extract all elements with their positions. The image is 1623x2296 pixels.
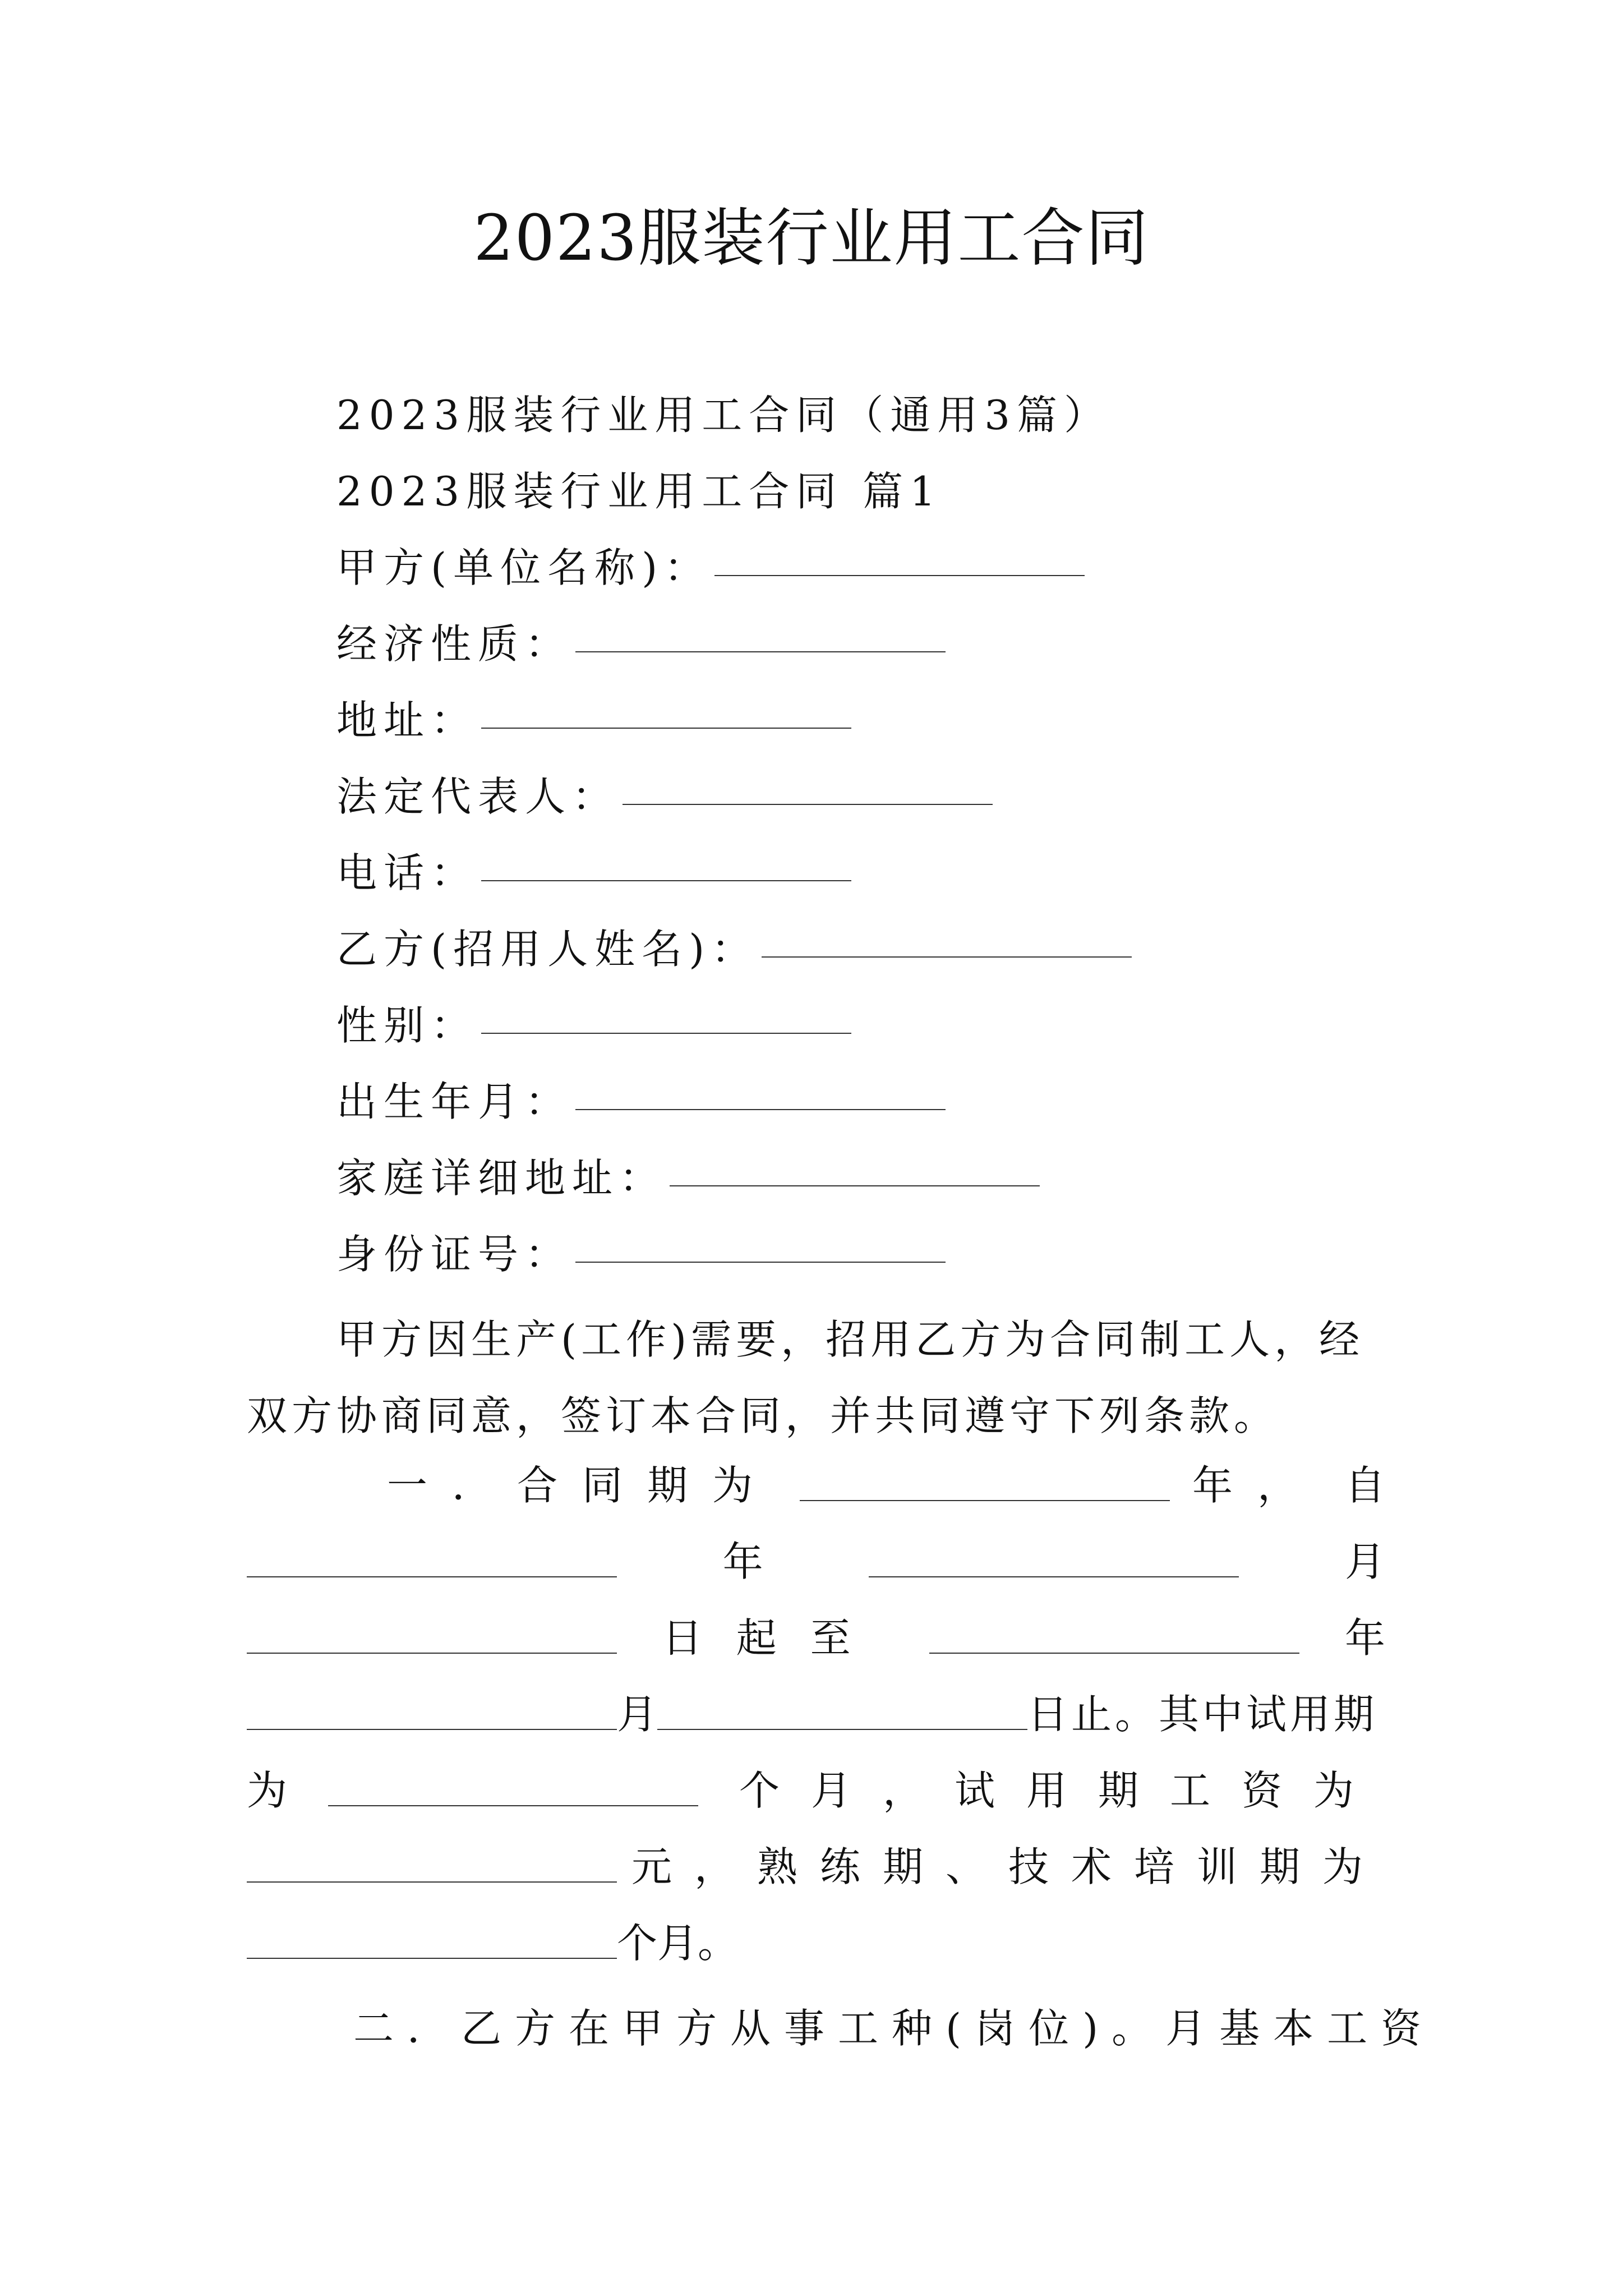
clause-text: 个月。 <box>617 1920 739 1967</box>
clause2-line: 二．乙方在甲方从事工种(岗位)。月基本工资 <box>353 2005 1435 2052</box>
fill-blank <box>481 878 851 881</box>
fill-blank <box>328 1803 698 1806</box>
fill-blank <box>714 573 1085 576</box>
clause1-row7 <box>247 1915 1385 1971</box>
field-label: 身份证号： <box>336 1231 573 1278</box>
clause-text: 自 <box>1344 1462 1385 1509</box>
fill-blank <box>623 802 993 805</box>
field-label: 出生年月： <box>336 1078 573 1125</box>
clause1-row5 <box>247 1763 1385 1819</box>
fill-blank <box>481 725 851 729</box>
clause1-row1 <box>387 1457 1385 1513</box>
field-label: 性别： <box>336 1002 478 1049</box>
clause-text: 年 <box>722 1538 763 1585</box>
field-label: 法定代表人： <box>336 773 620 820</box>
fill-blank <box>800 1498 1170 1501</box>
clause-text: 月 <box>1344 1538 1385 1585</box>
fill-blank <box>247 1879 617 1883</box>
field-label: 乙方(招用人姓名)： <box>336 926 759 973</box>
field-id-number <box>336 1226 946 1282</box>
fill-blank <box>247 1955 617 1959</box>
clause1-row2 <box>247 1534 1385 1590</box>
field-party-a <box>336 540 1085 596</box>
clause-text: 日止。其中试用期 <box>1027 1691 1378 1738</box>
field-label: 地址： <box>336 697 478 744</box>
field-phone <box>336 845 851 901</box>
fill-blank <box>670 1183 1040 1186</box>
field-label: 电话： <box>336 849 478 896</box>
fill-blank <box>247 1727 617 1730</box>
fill-blank <box>762 954 1132 958</box>
clause-text: 月 <box>617 1691 658 1738</box>
fill-blank <box>575 649 946 652</box>
field-legal-rep <box>336 769 993 825</box>
field-gender <box>336 997 851 1053</box>
fill-blank <box>575 1107 946 1110</box>
clause1-row3 <box>247 1610 1385 1666</box>
field-label: 经济性质： <box>336 620 573 668</box>
fill-blank <box>657 1727 1027 1730</box>
intro-paragraph: 甲方因生产(工作)需要，招用乙方为合同制工人，经双方协商同意，签订本合同，并共同遵守下列条款。 <box>247 1316 1364 1439</box>
fill-blank <box>575 1259 946 1263</box>
document-title: 2023服装行业用工合同 <box>473 202 1150 275</box>
clause-text: 年， <box>1192 1462 1322 1509</box>
clause-text: 年 <box>1344 1614 1385 1662</box>
fill-blank <box>869 1574 1239 1577</box>
clause-text: 元，熟练期、技术培训期为 <box>631 1843 1385 1890</box>
clause-text: 个月，试用期工资为 <box>739 1767 1385 1814</box>
field-home-address <box>336 1150 1040 1206</box>
field-party-b <box>336 921 1132 977</box>
clause-text: 一．合同期为 <box>387 1462 778 1509</box>
field-economic-nature <box>336 616 946 672</box>
fill-blank <box>481 1030 851 1034</box>
section-heading: 2023服装行业用工合同 篇1 <box>336 468 942 515</box>
field-label: 甲方(单位名称)： <box>336 544 712 591</box>
subtitle-line: 2023服装行业用工合同（通用3篇） <box>336 392 1112 439</box>
fill-blank <box>247 1650 617 1654</box>
clause-text: 为 <box>247 1767 288 1814</box>
clause1-row4 <box>247 1686 1385 1742</box>
field-label: 家庭详细地址： <box>336 1154 667 1202</box>
fill-blank <box>929 1650 1299 1654</box>
field-birth <box>336 1074 946 1130</box>
fill-blank <box>247 1574 617 1577</box>
clause-text: 日起至 <box>662 1614 884 1662</box>
clause1-row6 <box>247 1839 1385 1895</box>
field-address <box>336 692 851 748</box>
